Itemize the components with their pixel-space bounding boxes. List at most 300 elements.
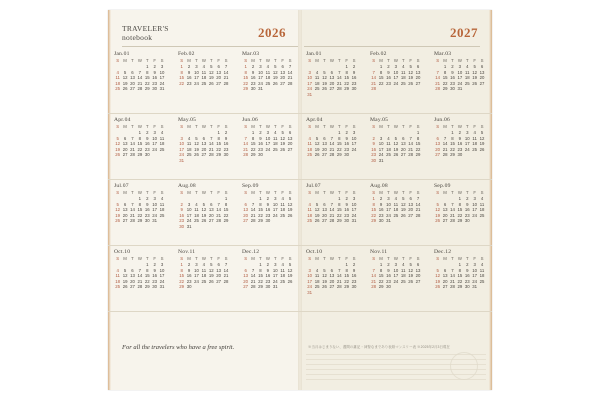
weekday-label: M [379,256,383,261]
day-cell: 21 [130,146,135,152]
day-cell: 10 [194,69,199,75]
weekday-label: S [288,256,292,261]
weekday-label: M [443,58,447,63]
month-row [300,180,492,246]
day-cell: 11 [479,267,485,273]
day-cell: 28 [329,218,335,224]
day-cell: 29 [144,86,150,92]
day-cell: 4 [266,64,270,69]
day-cell: 12 [322,273,327,279]
day-cell: 7 [330,201,334,207]
weekday-header [242,256,300,261]
day-cell: 24 [159,278,165,284]
day-cell: 19 [115,212,121,218]
day-cell: 23 [223,146,229,152]
day-cell: 5 [116,135,119,141]
day-cell: 4 [402,64,405,69]
day-cell: 24 [152,146,158,152]
day-cell: 16 [265,273,271,279]
month-name: Jun.06 [242,117,258,123]
day-cell: 7 [416,196,420,201]
day-cell: 16 [144,207,150,213]
weekday-label: S [244,190,248,195]
day-cell: 22 [258,212,263,218]
day-numbers [114,262,166,290]
day-cell: 5 [315,135,319,141]
weekday-label: T [401,58,405,63]
day-cell: 20 [415,273,421,279]
weekday-label: F [473,58,476,63]
weekday-label: T [131,58,134,63]
day-cell: 29 [258,284,263,290]
day-cell: 25 [159,146,165,152]
weekday-label: T [387,256,390,261]
day-cell: 12 [393,141,399,147]
day-cell: 20 [400,146,406,152]
slogan-text: For all the travelers who have a free spirit. [122,344,235,351]
day-cell: 29 [457,284,463,290]
day-cell: 16 [258,141,263,147]
day-cell: 14 [137,273,143,279]
day-cell: 8 [138,201,142,207]
day-cell: 9 [345,135,348,141]
day-cell: 30 [179,223,185,229]
day-cell: 30 [265,284,271,290]
day-cell: 7 [338,69,341,75]
day-cell: 13 [435,141,441,147]
day-cell: 21 [243,146,249,152]
day-cell: 24 [159,80,165,86]
day-cell: 6 [323,201,326,207]
weekday-label: F [281,256,284,261]
day-cell: 21 [137,80,143,86]
weekday-label: M [315,256,319,261]
weekday-label: W [329,256,334,261]
day-cell: 1 [372,196,375,201]
weekday-label: M [379,58,383,63]
day-cell: 27 [243,218,249,224]
month-name: Feb.02 [178,51,195,57]
day-cell: 7 [443,135,447,141]
day-cell: 15 [144,75,150,81]
day-cell: 10 [152,201,158,207]
day-cell: 22 [137,212,143,218]
weekday-label: T [195,58,198,63]
day-cell: 1 [345,64,348,69]
day-cell: 19 [194,146,199,152]
weekday-header [114,58,172,63]
day-cell: 16 [265,207,271,213]
weekday-label: W [393,58,398,63]
day-cell: 4 [308,135,311,141]
weekday-label: T [387,124,390,129]
day-cell: 6 [131,267,134,273]
day-cell: 27 [435,152,441,158]
day-cell: 31 [378,157,384,163]
day-cell: 16 [371,146,377,152]
day-cell: 2 [451,64,454,69]
day-cell: 19 [322,80,327,86]
day-cell: 3 [466,130,469,135]
day-cell: 26 [194,152,199,158]
day-cell: 25 [280,212,286,218]
day-cell: 13 [442,273,448,279]
day-cell: 13 [216,267,222,273]
weekday-header [370,190,428,195]
day-cell: 18 [314,80,320,86]
month-block [300,246,364,311]
day-cell: 21 [250,278,256,284]
day-cell: 29 [378,284,384,290]
day-cell: 7 [451,201,454,207]
day-cell: 7 [338,267,341,273]
weekday-header [306,256,364,261]
day-cell: 8 [458,267,462,273]
day-cell: 14 [130,141,135,147]
day-cell: 1 [338,130,341,135]
weekday-label: T [259,58,262,63]
day-cell: 13 [130,273,135,279]
month-row [108,246,300,312]
day-cell: 24 [378,152,384,158]
day-cell: 20 [208,212,214,218]
weekday-label: W [137,124,142,129]
weekday-label: S [372,256,376,261]
day-cell: 8 [180,267,183,273]
day-cell: 5 [436,267,439,273]
day-cell: 15 [258,207,263,213]
day-cell: 16 [457,141,463,147]
day-cell: 6 [202,135,206,141]
weekday-label: M [123,190,127,195]
day-cell: 8 [146,267,149,273]
day-cell: 24 [393,278,399,284]
weekday-label: W [457,190,462,195]
month-block [364,48,428,113]
weekday-label: T [401,190,405,195]
day-cell: 10 [393,267,399,273]
weekday-label: F [281,58,284,63]
day-cell: 12 [435,207,441,213]
day-cell: 19 [408,273,414,279]
day-cell: 7 [224,262,228,267]
day-cell: 25 [201,278,207,284]
day-cell: 29 [144,284,150,290]
day-cell: 3 [458,64,462,69]
day-cell: 17 [159,273,165,279]
day-cell: 16 [386,273,391,279]
day-cell: 21 [408,146,414,152]
month-name: Jul.07 [114,183,129,189]
day-cell: 18 [280,273,286,279]
weekday-label: M [123,58,127,63]
day-cell: 23 [464,212,470,218]
day-cell: 25 [115,284,121,290]
day-cell: 5 [480,130,484,135]
day-cell: 18 [307,212,313,218]
month-block [236,114,300,179]
day-cell: 6 [416,64,420,69]
calendar-grid [108,48,492,340]
weekday-label: T [209,190,213,195]
weekday-label: W [137,190,142,195]
day-cell: 11 [401,69,406,75]
day-cell: 31 [272,284,278,290]
weekday-label: T [273,256,277,261]
weekday-label: W [201,124,206,129]
day-numbers [434,196,486,224]
weekday-label: S [436,256,440,261]
weekday-label: T [451,256,454,261]
weekday-label: W [265,190,270,195]
day-cell: 7 [244,135,247,141]
month-name: May.05 [178,117,197,123]
weekday-label: S [288,124,292,129]
day-cell: 17 [152,207,158,213]
day-cell: 23 [265,278,271,284]
weekday-header [114,256,172,261]
day-numbers [178,64,230,86]
day-cell: 28 [336,284,342,290]
weekday-label: M [251,124,255,129]
day-cell: 10 [194,267,199,273]
day-cell: 23 [386,278,391,284]
day-cell: 14 [250,273,256,279]
day-cell: 4 [402,262,405,267]
weekday-label: T [259,124,262,129]
day-cell: 11 [401,267,406,273]
day-cell: 28 [243,152,249,158]
day-cell: 5 [210,64,213,69]
day-cell: 2 [345,196,348,201]
day-cell: 10 [152,135,158,141]
day-cell: 10 [307,75,313,81]
day-cell: 7 [451,267,454,273]
day-cell: 26 [435,218,441,224]
weekday-label: S [436,58,440,63]
day-cell: 8 [345,69,348,75]
day-cell: 22 [258,278,263,284]
day-cell: 23 [179,218,185,224]
day-cell: 24 [393,80,399,86]
day-cell: 1 [416,130,420,135]
day-cell: 5 [409,262,412,267]
day-cell: 11 [314,273,320,279]
day-cell: 19 [208,273,214,279]
day-cell: 5 [394,135,398,141]
day-cell: 2 [224,130,228,135]
day-cell: 24 [351,146,357,152]
day-cell: 3 [274,196,277,201]
weekday-label: F [409,58,412,63]
month-block [428,48,492,113]
day-cell: 19 [314,146,320,152]
day-cell: 4 [281,262,284,267]
month-block [172,180,236,245]
day-cell: 11 [307,141,312,147]
day-cell: 15 [378,273,384,279]
weekday-label: T [259,190,262,195]
day-cell: 4 [308,201,311,207]
day-cell: 31 [186,223,192,229]
weekday-label: M [443,124,447,129]
day-cell: 14 [250,207,256,213]
day-cell: 12 [208,267,214,273]
day-cell: 21 [329,146,335,152]
day-cell: 27 [415,278,421,284]
day-cell: 9 [146,201,149,207]
weekday-label: T [451,190,454,195]
day-cell: 21 [329,212,335,218]
day-cell: 21 [450,212,455,218]
day-cell: 26 [314,152,320,158]
day-cell: 9 [379,201,383,207]
day-cell: 13 [130,75,135,81]
day-cell: 11 [201,69,207,75]
day-cell: 4 [116,267,119,273]
day-cell: 11 [194,207,199,213]
weekday-label: F [345,58,348,63]
day-cell: 7 [138,69,142,75]
day-cell: 6 [330,267,334,273]
day-cell: 22 [378,278,384,284]
day-cell: 20 [201,146,207,152]
day-cell: 13 [479,69,485,75]
day-cell: 21 [216,212,222,218]
day-cell: 21 [336,278,342,284]
day-cell: 17 [472,273,478,279]
day-cell: 27 [322,152,327,158]
weekday-label: W [265,256,270,261]
day-cell: 30 [144,152,150,158]
day-cell: 22 [344,278,350,284]
day-cell: 5 [116,201,119,207]
weekday-label: S [352,190,356,195]
day-cell: 18 [314,278,320,284]
day-cell: 14 [243,141,249,147]
day-cell: 24 [351,212,357,218]
day-cell: 9 [146,135,149,141]
weekday-label: T [145,124,149,129]
day-cell: 11 [159,135,165,141]
month-block [300,48,364,113]
weekday-label: S [116,256,120,261]
day-cell: 30 [464,218,470,224]
day-cell: 5 [195,135,198,141]
day-cell: 18 [479,273,485,279]
day-cell: 6 [443,267,447,273]
day-cell: 10 [393,69,399,75]
day-cell: 2 [345,130,348,135]
month-name: Sep.09 [242,183,259,189]
weekday-header [178,256,236,261]
weekday-label: T [273,124,277,129]
weekday-label: M [187,58,191,63]
day-cell: 23 [464,278,470,284]
day-cell: 20 [322,146,327,152]
day-cell: 11 [386,141,391,147]
day-numbers [178,130,230,164]
day-cell: 17 [152,141,158,147]
day-cell: 20 [122,212,128,218]
day-cell: 23 [144,146,150,152]
day-cell: 1 [458,262,462,267]
weekday-label: S [160,256,164,261]
day-cell: 12 [314,141,320,147]
day-cell: 27 [287,146,293,152]
month-block [364,114,428,179]
day-cell: 26 [408,278,414,284]
day-cell: 14 [336,273,342,279]
day-cell: 15 [457,207,463,213]
day-cell: 15 [258,273,263,279]
day-cell: 9 [259,135,262,141]
month-block [172,246,236,311]
header-rule-left [122,46,298,47]
day-cell: 9 [345,201,348,207]
day-cell: 30 [344,152,350,158]
day-cell: 20 [216,273,222,279]
day-cell: 9 [180,207,183,213]
day-cell: 3 [394,262,398,267]
month-block [236,180,300,245]
day-cell: 15 [179,75,185,81]
day-cell: 25 [464,80,470,86]
day-cell: 29 [442,86,448,92]
day-cell: 19 [393,146,399,152]
day-numbers [306,130,358,158]
day-cell: 11 [115,273,120,279]
weekday-label: T [337,256,341,261]
day-cell: 19 [115,146,121,152]
day-cell: 9 [387,69,390,75]
day-cell: 10 [265,135,271,141]
day-cell: 26 [287,212,293,218]
day-cell: 21 [336,80,342,86]
day-cell: 7 [251,201,255,207]
day-cell: 17 [378,146,384,152]
day-cell: 5 [315,201,319,207]
weekday-label: S [308,58,312,63]
day-cell: 8 [224,201,228,207]
weekday-label: S [116,58,120,63]
day-cell: 6 [402,135,405,141]
weekday-label: T [131,124,134,129]
month-name: Feb.02 [370,51,387,57]
day-cell: 21 [223,75,229,81]
day-cell: 19 [408,75,414,81]
month-name: Sep.09 [434,183,451,189]
day-cell: 23 [386,80,391,86]
day-cell: 29 [243,86,249,92]
month-name: Apr.04 [114,117,131,123]
day-cell: 5 [436,201,439,207]
day-cell: 30 [152,284,158,290]
day-cell: 25 [194,218,199,224]
weekday-label: F [217,190,220,195]
month-row [300,114,492,180]
day-cell: 5 [402,196,405,201]
day-cell: 5 [123,267,127,273]
day-cell: 19 [314,212,320,218]
day-cell: 5 [288,262,292,267]
month-block [300,180,364,245]
month-block [172,114,236,179]
day-cell: 28 [216,218,222,224]
day-cell: 2 [266,262,270,267]
weekday-label: T [387,190,390,195]
day-cell: 24 [272,212,278,218]
